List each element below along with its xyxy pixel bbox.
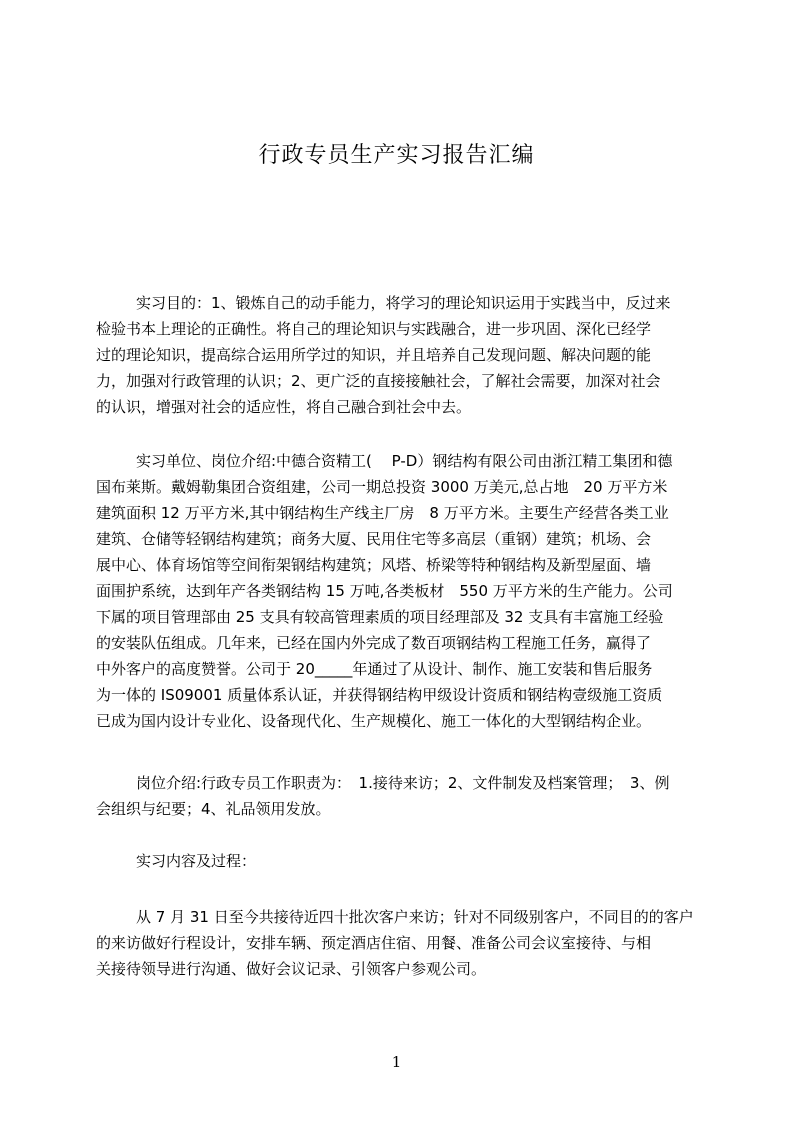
paragraph-company (96, 448, 708, 734)
paragraph-line: 为一体的 IS09001 质量体系认证，并获得钢结构甲级设计资质和钢结构壹级施工资质 (96, 686, 663, 704)
paragraph-line: 面围护系统，达到年产各类钢结构 15 万吨,各类板材 550 万平方米的生产能力。公司 (96, 582, 673, 600)
paragraph-line: 岗位介绍:行政专员工作职责为： 1.接待来访；2、文件制发及档案管理； 3、例 (136, 774, 670, 792)
paragraph-line: 的认识，增强对社会的适应性，将自己融合到社会中去。 (96, 398, 472, 416)
paragraph-line: 过的理论知识，提高综合运用所学过的知识，并且培养自己发现问题、解决问题的能 (96, 346, 652, 364)
paragraph-line: 下属的项目管理部由 25 支具有较高管理素质的项目经理部及 32 支具有丰富施工经验 (96, 608, 664, 626)
paragraph-line: 力，加强对行政管理的认识；2、更广泛的直接接触社会，了解社会需要，加深对社会 (96, 372, 661, 390)
paragraph-job-duties (96, 770, 708, 822)
paragraph-line: 中外客户的高度赞誉。公司于 20_____年通过了从设计、制作、施工安装和售后服务 (96, 660, 653, 678)
paragraph-line: 的安装队伍组成。几年来，已经在国内外完成了数百项钢结构工程施工任务，赢得了 (96, 634, 652, 652)
paragraph-line: 检验书本上理论的正确性。将自己的理论知识与实践融合，进一步巩固、深化已经学 (96, 320, 652, 338)
paragraph-purpose (96, 290, 708, 420)
paragraph-line: 的来访做好行程设计，安排车辆、预定酒店住宿、用餐、准备公司会议室接待、与相 (96, 934, 652, 952)
paragraph-line: 展中心、体育场馆等空间衔架钢结构建筑；风塔、桥梁等特种钢结构及新型屋面、墙 (96, 556, 652, 574)
paragraph-line: 关接待领导进行沟通、做好会议记录、引领客户参观公司。 (96, 960, 487, 978)
paragraph-line: 会组织与纪要；4、礼品领用发放。 (96, 800, 331, 818)
paragraph-line: 实习目的：1、锻炼自己的动手能力，将学习的理论知识运用于实践当中，反过来 (136, 294, 671, 312)
paragraph-line: 实习单位、岗位介绍:中德合资精工( P-D）钢结构有限公司由浙江精工集团和德 (136, 452, 673, 470)
paragraph-line: 建筑面积 12 万平方米,其中钢结构生产线主厂房 8 万平方米。主要生产经营各类工业 (96, 504, 669, 522)
paragraph-line: 实习内容及过程： (136, 852, 257, 870)
page-number: 1 (391, 1053, 402, 1071)
paragraph-reception-work (96, 904, 708, 982)
paragraph-line: 建筑、仓储等轻钢结构建筑；商务大厦、民用住宅等多高层（重钢）建筑；机场、会 (96, 530, 652, 548)
paragraph-line: 已成为国内设计专业化、设备现代化、生产规模化、施工一体化的大型钢结构企业。 (96, 712, 652, 730)
section-heading-internship-content (96, 848, 708, 874)
paragraph-line: 从 7 月 31 日至今共接待近四十批次客户来访；针对不同级别客户，不同目的的客户 (136, 908, 694, 926)
document-title: 行政专员生产实习报告汇编 (258, 143, 535, 168)
paragraph-line: 国布莱斯。戴姆勒集团合资组建，公司一期总投资 3000 万美元,总占地 20 万平方米 (96, 478, 668, 496)
